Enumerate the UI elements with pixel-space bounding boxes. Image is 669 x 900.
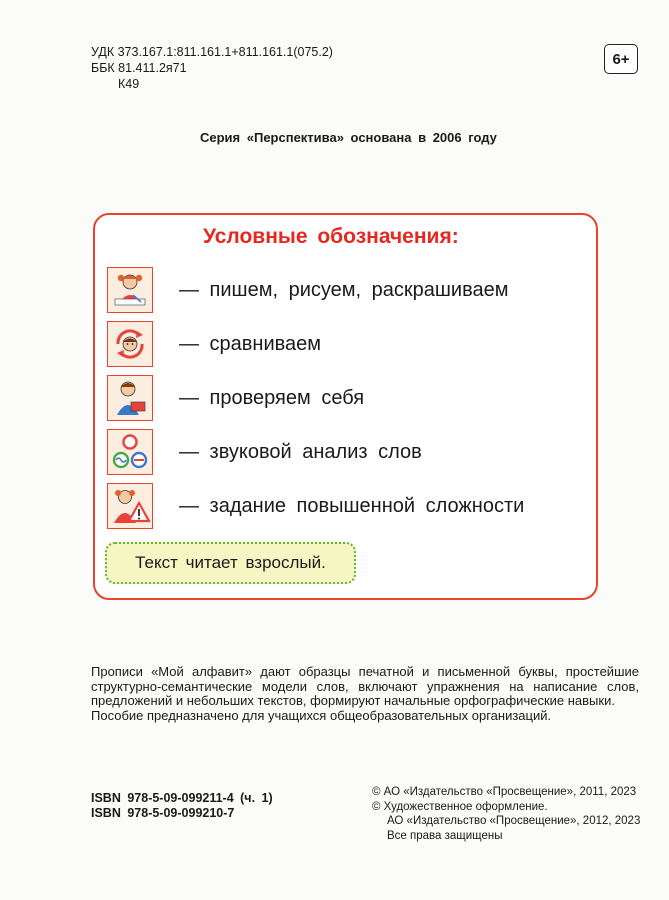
copyright-block — [372, 785, 640, 843]
series-line: Серия «Перспектива» основана в 2006 году — [200, 130, 497, 145]
legend-item — [107, 375, 364, 421]
author-mark: К49 — [118, 77, 140, 91]
sound-analysis-icon — [107, 429, 153, 475]
girl-writing-icon — [107, 267, 153, 313]
isbn-full: ISBN 978-5-09-099210-7 — [91, 806, 235, 820]
legend-item — [107, 321, 321, 367]
copyright-line: АО «Издательство «Просвещение», 2012, 2023 — [387, 815, 641, 827]
description-text: Прописи «Мой алфавит» дают образцы печатной и письменной буквы, простейшие структурно-семантические модели слов, включают упражнения на написание слов, предложений и небольших текстов, формируют начальные орфографические навыки. — [91, 664, 639, 709]
isbn-block — [91, 791, 273, 821]
copyright-line: Все права защищены — [387, 829, 503, 842]
copyright-line: © АО «Издательство «Просвещение», 2011, 2023 — [372, 786, 637, 798]
legend-item-text: — сравниваем — [179, 332, 322, 355]
audience-text: Пособие предназначено для учащихся общеобразовательных организаций. — [91, 707, 552, 723]
legend-title: Условные обозначения: — [203, 225, 459, 248]
udk-code: УДК 373.167.1:811.161.1+811.161.1(075.2) — [91, 45, 333, 59]
legend-item-text: — пишем, рисуем, раскрашиваем — [179, 278, 509, 301]
copyright-line: © Художественное оформление. — [372, 800, 548, 813]
legend-item-text: — задание повышенной сложности — [179, 494, 525, 517]
age-rating-badge: 6+ — [604, 44, 638, 74]
adult-reads-note: Текст читает взрослый. — [105, 542, 356, 584]
legend-item-text: — звуковой анализ слов — [179, 440, 422, 463]
legend-item — [107, 267, 509, 313]
legend-item-text: — проверяем себя — [179, 386, 365, 409]
bbk-code: ББК 81.411.2я71 — [91, 61, 187, 75]
legend-item — [107, 429, 422, 475]
legend-box — [93, 213, 598, 600]
compare-arrows-icon — [107, 321, 153, 367]
girl-warning-sign-icon — [107, 483, 153, 529]
classification-block — [91, 44, 333, 92]
isbn-part: ISBN 978-5-09-099211-4 (ч. 1) — [91, 791, 273, 805]
boy-with-book-icon — [107, 375, 153, 421]
legend-item — [107, 483, 524, 529]
book-description — [91, 665, 639, 723]
